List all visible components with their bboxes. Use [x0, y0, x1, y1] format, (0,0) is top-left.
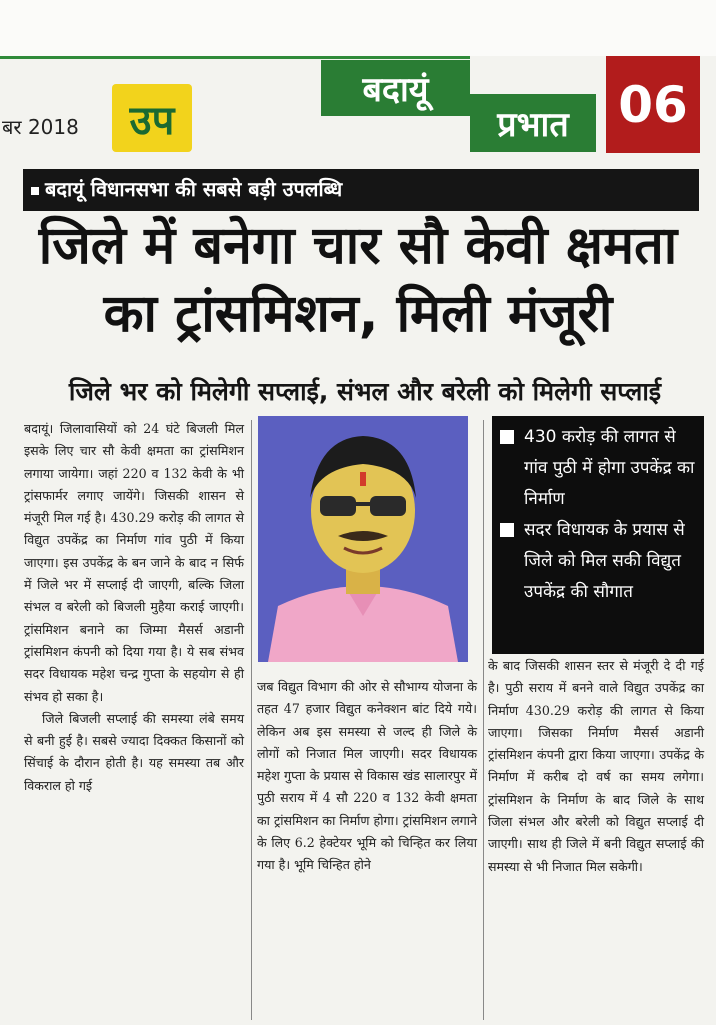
headline-line-1: जिले में बनेगा चार सौ केवी क्षमता: [38, 216, 678, 276]
issue-date: बर 2018: [2, 115, 79, 139]
bullet-square-icon: [500, 430, 514, 444]
highlight-box: [492, 416, 704, 654]
article-subheadline: जिले भर को मिलेगी सप्लाई, संभल और बरेली को मिलेगी सप्लाई: [68, 377, 662, 406]
page-number: 06: [606, 56, 700, 153]
bullet-square-icon: [500, 523, 514, 537]
kicker-bullet-icon: [31, 187, 39, 195]
column-divider: [251, 420, 252, 1020]
legislator-photo: [258, 416, 468, 662]
column-2-paragraph: जब विद्युत विभाग की ओर से सौभाग्य योजना के तहत 47 हजार विद्युत कनेक्शन बांट दिये गये। लेकिन अब इस समस्या से जल्द ही जिले के लोगों को निजात मिल जाएगी। सदर विधायक महेश गुप्ता के प्रयास से विकास खंड सालारपुर में पुठी सराय में 4 सौ 220 व 132 केवी क्षमता का ट्रांसमिशन का निर्माण होगा। ट्रांसमिशन लगाने के लिए 6.2 हेक्टेयर भूमि को चिन्हित कर लिया गया है। भूमि चिन्हित होने: [257, 679, 477, 873]
publisher-logo: उप: [112, 84, 192, 152]
portrait-illustration: [258, 416, 468, 662]
article-column-2: [257, 676, 477, 877]
column-3-paragraph: के बाद जिसकी शासन स्तर से मंजूरी दे दी गई है। पुठी सराय में बनने वाले विद्युत उपकेंद्र का निर्माण 430.29 करोड़ की लागत से किया जाएगा। जिसका निर्माण मैसर्स अडानी ट्रांसमिशन कंपनी द्वारा किया जाएगा। उपकेंद्र के निर्माण में करीब दो वर्ष का समय लगेगा। ट्रांसमिशन के निर्माण के बाद जिले के साथ जिला संभल और बरेली को विद्युत सप्लाई दी जाएगी। साथ ही जिले में बनी विद्युत सप्लाई की समस्या से भी निजात मिल सकेगी।: [488, 658, 704, 874]
kicker-text: बदायूं विधानसभा की सबसे बड़ी उपलब्धि: [45, 177, 343, 201]
column-1-paragraph-2: जिले बिजली सप्लाई की समस्या लंबे समय से बनी हुई है। सबसे ज्यादा दिक्कत किसानों को सिंचाई के दौरान होती है। यह समस्या तब और विकराल हो गई: [24, 710, 244, 793]
article-kicker: [23, 169, 699, 211]
masthead-rule: [0, 56, 470, 59]
column-divider: [483, 420, 484, 1020]
highlight-text: 430 करोड़ की लागत से गांव पुठी में होगा उपकेंद्र का निर्माण: [524, 427, 695, 509]
article-column-3: [488, 655, 704, 878]
highlight-text: सदर विधायक के प्रयास से जिले को मिल सकी विद्युत उपकेंद्र की सौगात: [524, 520, 685, 602]
masthead-name-top: बदायूं: [321, 60, 470, 116]
highlight-item: [500, 515, 696, 608]
headline-line-2: का ट्रांसमिशन, मिली मंजूरी: [103, 284, 613, 344]
highlight-item: [500, 422, 696, 515]
masthead-name-bottom: प्रभात: [470, 94, 596, 152]
article-headline: [8, 212, 708, 348]
column-1-paragraph-1: बदायूं। जिलावासियों को 24 घंटे बिजली मिल इसके लिए चार सौ केवी क्षमता का ट्रांसमिशन लगाया जायेगा। जहां 220 व 132 केवी के भी ट्रांसफार्मर लगाए जायेंगे। जिसकी शासन से मंजूरी मिल गई है। 430.29 करोड़ की लागत से विद्युत उपकेंद्र का निर्माण गांव पुठी में किया जाएगा। इस उपकेंद्र के बन जाने के बाद न सिर्फ में जिले भर में सप्लाई दी जाएगी, बल्कि जिला संभल व बरेली को बिजली मुहैया कराई जाएगी। ट्रांसमिशन बनाने का जिम्मा मैसर्स अडानी ट्रांसमिशन कंपनी को दिया गया है। ये सब संभव सदर विधायक महेश चन्द्र गुप्ता के सहयोग से ही संभव हो सका है।: [24, 421, 244, 704]
article-column-1: [24, 418, 244, 797]
top-margin: [0, 0, 716, 56]
